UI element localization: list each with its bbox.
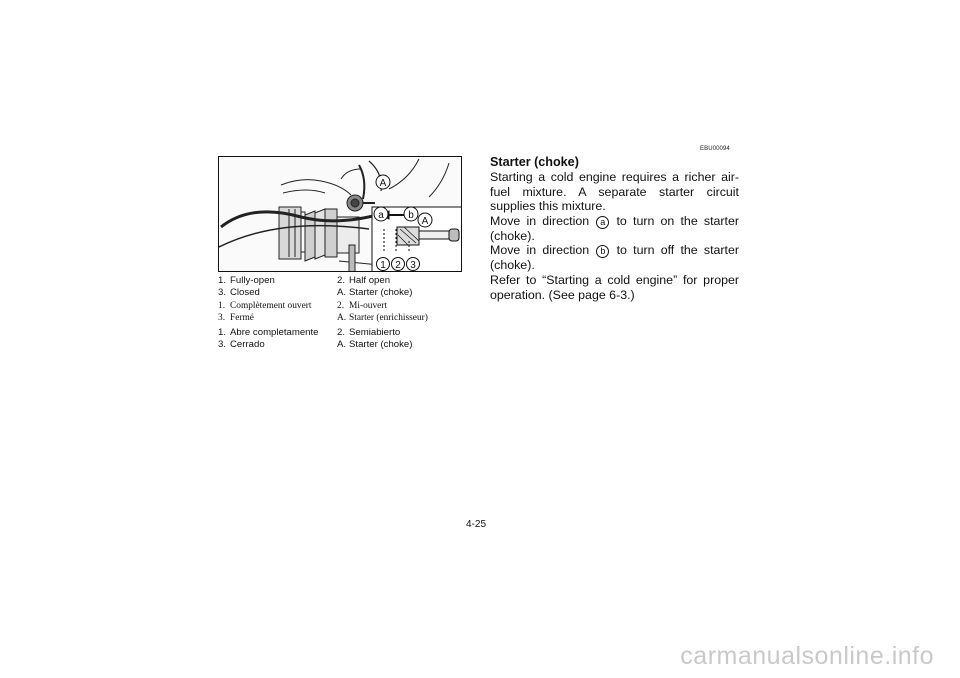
section-code: EBU00094 <box>700 146 730 152</box>
direction-text: to turn off the starter (choke). <box>490 243 739 273</box>
caption-text: Half open <box>349 275 391 286</box>
caption-text: Abre completamente <box>230 327 319 338</box>
callout-A-main: A <box>379 178 387 189</box>
direction-text: to turn on the starter (choke). <box>490 213 739 243</box>
section-title: Starter (choke) <box>490 155 579 169</box>
caption-number: A. <box>337 312 347 323</box>
callout-3: 3 <box>410 260 416 271</box>
caption-number: 1. <box>218 301 226 311</box>
caption-english <box>218 275 468 298</box>
direction-a-line <box>490 214 739 244</box>
callout-A-inset: A <box>421 216 429 227</box>
caption-number: 2. <box>337 327 346 338</box>
caption-number: 2. <box>337 301 345 311</box>
caption-text: Closed <box>230 286 260 298</box>
callout-1: 1 <box>380 260 386 271</box>
caption-text: Starter (choke) <box>349 338 413 350</box>
caption-number: 3. <box>218 312 226 323</box>
caption-text: Fully-open <box>230 275 275 286</box>
caption-number: 2. <box>337 275 346 286</box>
direction-text: Move in direction <box>490 243 596 258</box>
direction-a-icon: a <box>596 216 609 229</box>
caption-text: Starter (enrichisseur) <box>349 312 428 323</box>
caption-spanish <box>218 327 468 350</box>
caption-number: 1. <box>218 275 227 286</box>
direction-text: Move in direction <box>490 213 596 228</box>
callout-a: a <box>378 210 384 221</box>
caption-text: Fermé <box>230 312 254 323</box>
caption-number: 3. <box>218 286 227 298</box>
caption-text: Starter (choke) <box>349 286 413 298</box>
caption-number: 1. <box>218 327 227 338</box>
direction-b-line <box>490 243 739 273</box>
engine-illustration <box>219 157 462 272</box>
caption-french <box>218 301 468 324</box>
caption-text: Mi-ouvert <box>349 301 388 311</box>
caption-number: A. <box>337 286 347 298</box>
starter-section <box>490 155 739 302</box>
page-number: 4-25 <box>466 519 487 530</box>
caption-text: Cerrado <box>230 338 265 350</box>
starter-choke-figure <box>218 156 462 272</box>
watermark: carmanualsonline.info <box>680 642 934 670</box>
callout-2: 2 <box>395 260 401 271</box>
caption-number: 3. <box>218 338 227 350</box>
direction-b-icon: b <box>596 245 609 258</box>
caption-text: Semiabierto <box>349 327 401 338</box>
caption-text: Complètement ouvert <box>230 301 312 311</box>
section-reference: Refer to “Starting a cold engine” for proper operation. (See page 6-3.) <box>490 272 739 302</box>
caption-number: A. <box>337 338 347 350</box>
section-intro: Starting a cold engine requires a richer air-fuel mixture. A separate starter circuit supplies this mixture. <box>490 170 739 214</box>
callout-b: b <box>408 210 414 221</box>
